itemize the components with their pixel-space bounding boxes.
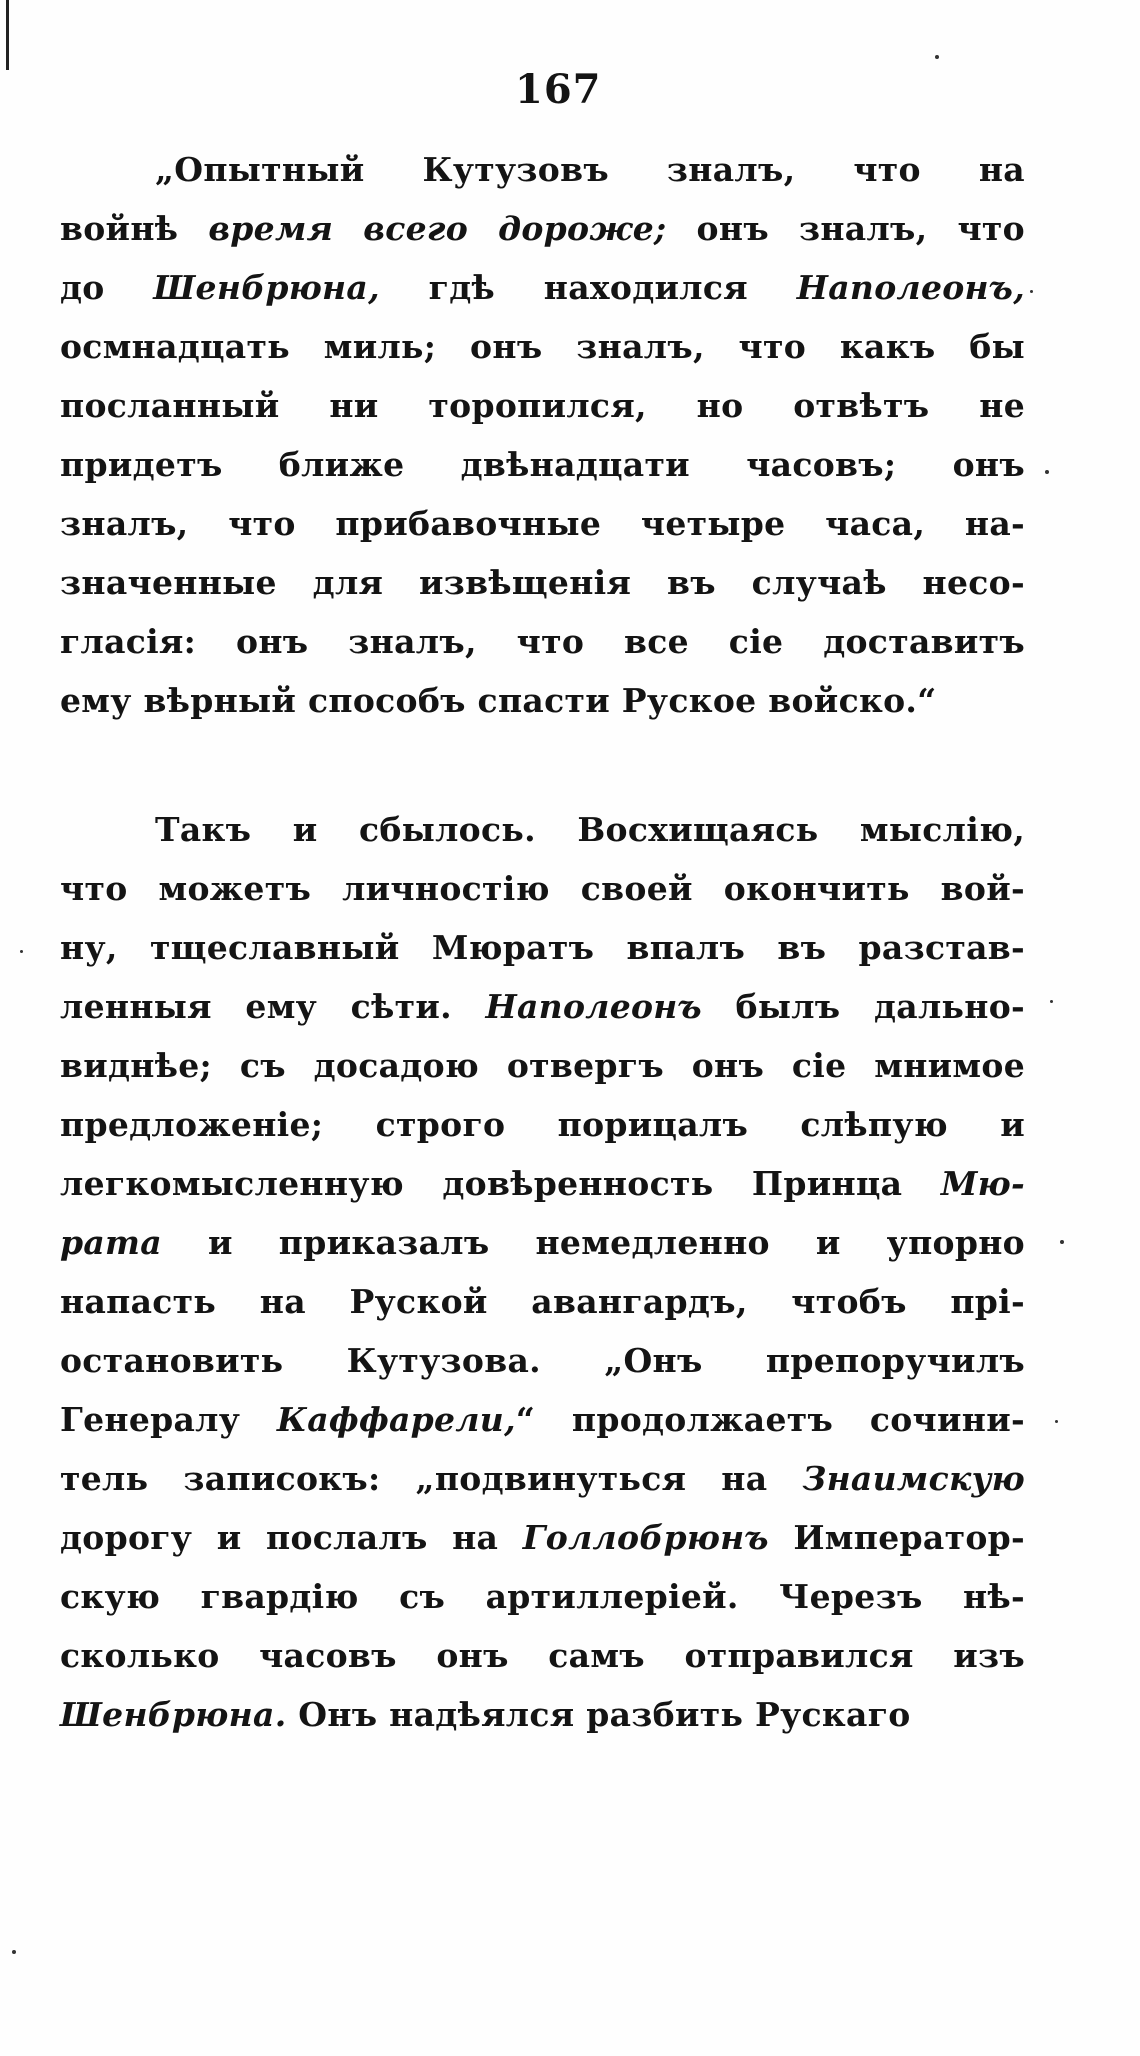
text-line: предложеніе; строго порицалъ слѣпую и — [60, 1105, 1025, 1144]
scan-speck — [1045, 470, 1049, 474]
text-line: осмнадцать миль; онъ зналъ, что какъ бы — [60, 327, 1025, 366]
text-line: ему вѣрный способъ спасти Руское войско.“ — [60, 681, 937, 720]
scan-speck — [935, 55, 939, 59]
page-number: 167 — [515, 66, 602, 113]
italic-name: Шенбрюна, — [153, 268, 380, 307]
text-line: скую гвардію съ артиллеріей. Черезъ нѣ- — [60, 1577, 1025, 1616]
italic-name: Голлобрюнъ — [522, 1518, 769, 1557]
text-line: ленныя ему сѣти. Наполеонъ былъ дально- — [60, 987, 1026, 1026]
scan-speck — [12, 1950, 16, 1954]
text-line: что можетъ личностію своей окончить вой- — [60, 869, 1025, 908]
text-line: войнѣ время всего дороже; онъ зналъ, что — [60, 209, 1025, 248]
page-edge-mark — [6, 0, 9, 70]
text-line: Шенбрюна. Онъ надѣялся разбить Рускаго — [60, 1695, 911, 1734]
text-line: дорогу и послалъ на Голлобрюнъ Император- — [60, 1518, 1025, 1557]
text-line: напасть на Руской авангардъ, чтобъ прі- — [60, 1282, 1025, 1321]
text-line: „Опытный Кутузовъ зналъ, что на — [155, 150, 1025, 189]
scan-speck — [1055, 1420, 1058, 1423]
italic-name: Каффарели, — [276, 1400, 516, 1439]
italic-name: время всего дороже; — [208, 209, 667, 248]
text-line: посланный ни торопился, но отвѣтъ не — [60, 386, 1025, 425]
paragraph-1 — [60, 140, 1025, 730]
text-line: тель записокъ: „подвинуться на Знаимскую — [60, 1459, 1025, 1498]
text-line: Генералу Каффарели,“ продолжаетъ сочини- — [60, 1400, 1025, 1439]
text-line: рата и приказалъ немедленно и упорно — [60, 1223, 1025, 1262]
italic-name: Наполеонъ — [485, 987, 702, 1026]
text-line: придетъ ближе двѣнадцати часовъ; онъ — [60, 445, 1025, 484]
paragraph-2 — [60, 800, 1025, 1744]
text-line: значенные для извѣщенія въ случаѣ несо- — [60, 563, 1025, 602]
text-line: сколько часовъ онъ самъ отправился изъ — [60, 1636, 1025, 1675]
text-line: гласія: онъ зналъ, что все сіе доставитъ — [60, 622, 1025, 661]
italic-name: Наполеонъ, — [796, 268, 1025, 307]
italic-name: Мю- — [940, 1164, 1025, 1203]
italic-name: Знаимскую — [802, 1459, 1025, 1498]
scan-speck — [1050, 1000, 1053, 1003]
italic-name: рата — [60, 1223, 162, 1262]
italic-name: Шенбрюна. — [60, 1695, 287, 1734]
text-line: остановить Кутузова. „Онъ препоручилъ — [60, 1341, 1025, 1380]
text-line: ну, тщеславный Мюратъ впалъ въ разстав- — [60, 928, 1025, 967]
scan-speck — [20, 950, 23, 953]
scan-speck — [1030, 290, 1033, 293]
text-line: до Шенбрюна, гдѣ находился Наполеонъ, — [60, 268, 1025, 307]
text-line: легкомысленную довѣренность Принца Мю- — [60, 1164, 1025, 1203]
text-line: виднѣе; съ досадою отвергъ онъ сіе мнимое — [60, 1046, 1025, 1085]
scan-speck — [1060, 1240, 1064, 1244]
text-line: зналъ, что прибавочные четыре часа, на- — [60, 504, 1025, 543]
text-line: Такъ и сбылось. Восхищаясь мыслію, — [155, 810, 1025, 849]
